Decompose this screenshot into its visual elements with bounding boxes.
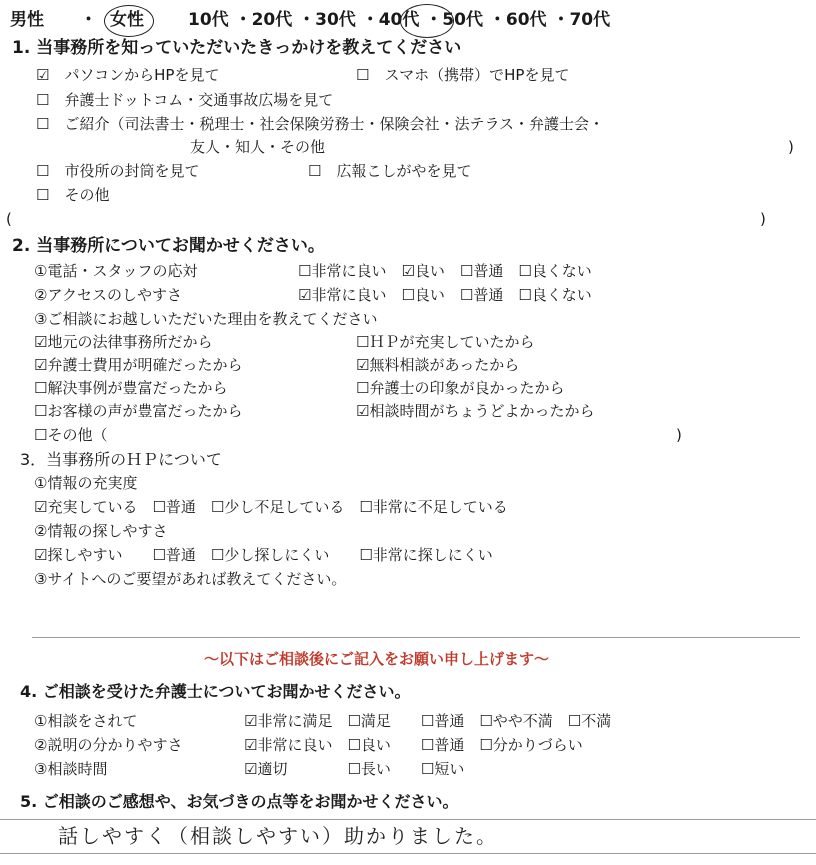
q3-sub1-label: ①情報の充実度 — [34, 474, 138, 492]
q1-option-pc[interactable]: ☑ パソコンからHPを見て — [36, 66, 220, 84]
q3-title: 3．当事務所のＨＰについて — [20, 450, 222, 469]
answer-top-rule — [0, 819, 816, 820]
q1-option-phone[interactable]: ☐ スマホ（携帯）でHPを見て — [356, 66, 570, 84]
q5-handwritten-answer[interactable]: 話しやすく（相談しやすい）助かりました。 — [58, 824, 498, 848]
q3-sub2-label: ②情報の探しやすさ — [34, 522, 168, 540]
q1-intro-close-paren: ) — [788, 138, 794, 156]
q1-option-intro-line2: 友人・知人・その他 — [190, 138, 326, 156]
q4-row1-label: ①相談をされて — [34, 712, 138, 730]
q5-title: 5. ご相談のご感想や、お気づきの点等をお聞かせください。 — [20, 792, 459, 811]
q2-reason-hp[interactable]: ☐ＨＰが充実していたから — [356, 333, 535, 351]
q2-title: 2. 当事務所についてお聞かせください。 — [12, 236, 325, 256]
q4-title: 4. ご相談を受けた弁護士についてお聞かせください。 — [20, 682, 411, 701]
q2-reason-other-close: ) — [676, 426, 682, 444]
gender-female: 女性 — [110, 10, 144, 30]
q2-row1-options[interactable]: ☐非常に良い ☑良い ☐普通 ☐良くない — [298, 262, 592, 280]
q4-row2-options[interactable]: ☑非常に良い ☐良い ☐普通 ☐分かりづらい — [244, 736, 583, 754]
age-40-circle-mark — [400, 4, 454, 38]
q2-row2-label: ②アクセスのしやすさ — [34, 286, 182, 304]
q4-row3-options[interactable]: ☑適切 ☐長い ☐短い — [244, 760, 465, 778]
q2-row2-options[interactable]: ☑非常に良い ☐良い ☐普通 ☐良くない — [298, 286, 592, 304]
q3-sub1-options[interactable]: ☑充実している ☐普通 ☐少し不足している ☐非常に不足している — [34, 498, 508, 516]
q4-row3-label: ③相談時間 — [34, 760, 108, 778]
q1-option-intro[interactable]: ☐ ご紹介（司法書士・税理士・社会保険労務士・保険会社・法テラス・弁護士会・ — [36, 115, 605, 133]
q2-reason-other[interactable]: ☐その他（ — [34, 426, 108, 444]
female-circle-mark — [104, 5, 154, 37]
age-options: 10代 ・20代 ・30代 ・40代 ・50代 ・60代 ・70代 — [188, 10, 611, 30]
q2-reason-fee[interactable]: ☑弁護士費用が明確だったから — [34, 356, 243, 374]
q4-row2-label: ②説明の分かりやすさ — [34, 736, 183, 754]
q1-other-close-paren: ) — [760, 210, 766, 228]
q2-reason-impression[interactable]: ☐弁護士の印象が良かったから — [356, 379, 565, 397]
q2-reason-cases[interactable]: ☐解決事例が豊富だったから — [34, 379, 228, 397]
q4-row1-options[interactable]: ☑非常に満足 ☐満足 ☐普通 ☐やや不満 ☐不満 — [244, 712, 612, 730]
q3-sub2-options[interactable]: ☑探しやすい ☐普通 ☐少し探しにくい ☐非常に探しにくい — [34, 546, 493, 564]
q2-reason-time[interactable]: ☑相談時間がちょうどよかったから — [356, 402, 595, 420]
separator-dot: ・ — [80, 10, 97, 30]
gender-male: 男性 — [10, 10, 44, 30]
q2-row1-label: ①電話・スタッフの応対 — [34, 262, 198, 280]
q1-other-open-paren: ( — [6, 210, 12, 228]
q1-option-city[interactable]: ☐ 市役所の封筒を見て — [36, 162, 200, 180]
q1-title: 1. 当事務所を知っていただいたきっかけを教えてください — [12, 38, 462, 58]
q2-row3-label: ③ご相談にお越しいただいた理由を教えてください — [34, 310, 378, 328]
q1-option-bengoshi[interactable]: ☐ 弁護士ドットコム・交通事故広場を見て — [36, 91, 334, 109]
section-divider — [32, 637, 800, 638]
q1-option-koho[interactable]: ☐ 広報こしがやを見て — [308, 162, 472, 180]
q3-sub3-label: ③サイトへのご要望があれば教えてください。 — [34, 570, 347, 588]
q2-reason-free-consult[interactable]: ☑無料相談があったから — [356, 356, 520, 374]
q2-reason-local[interactable]: ☑地元の法律事務所だから — [34, 333, 213, 351]
q2-reason-voices[interactable]: ☐お客様の声が豊富だったから — [34, 402, 243, 420]
answer-bottom-rule — [0, 853, 816, 854]
post-consult-notice: ～以下はご相談後にご記入をお願い申し上げます～ — [204, 650, 550, 668]
q1-option-other[interactable]: ☐ その他 — [36, 186, 110, 204]
